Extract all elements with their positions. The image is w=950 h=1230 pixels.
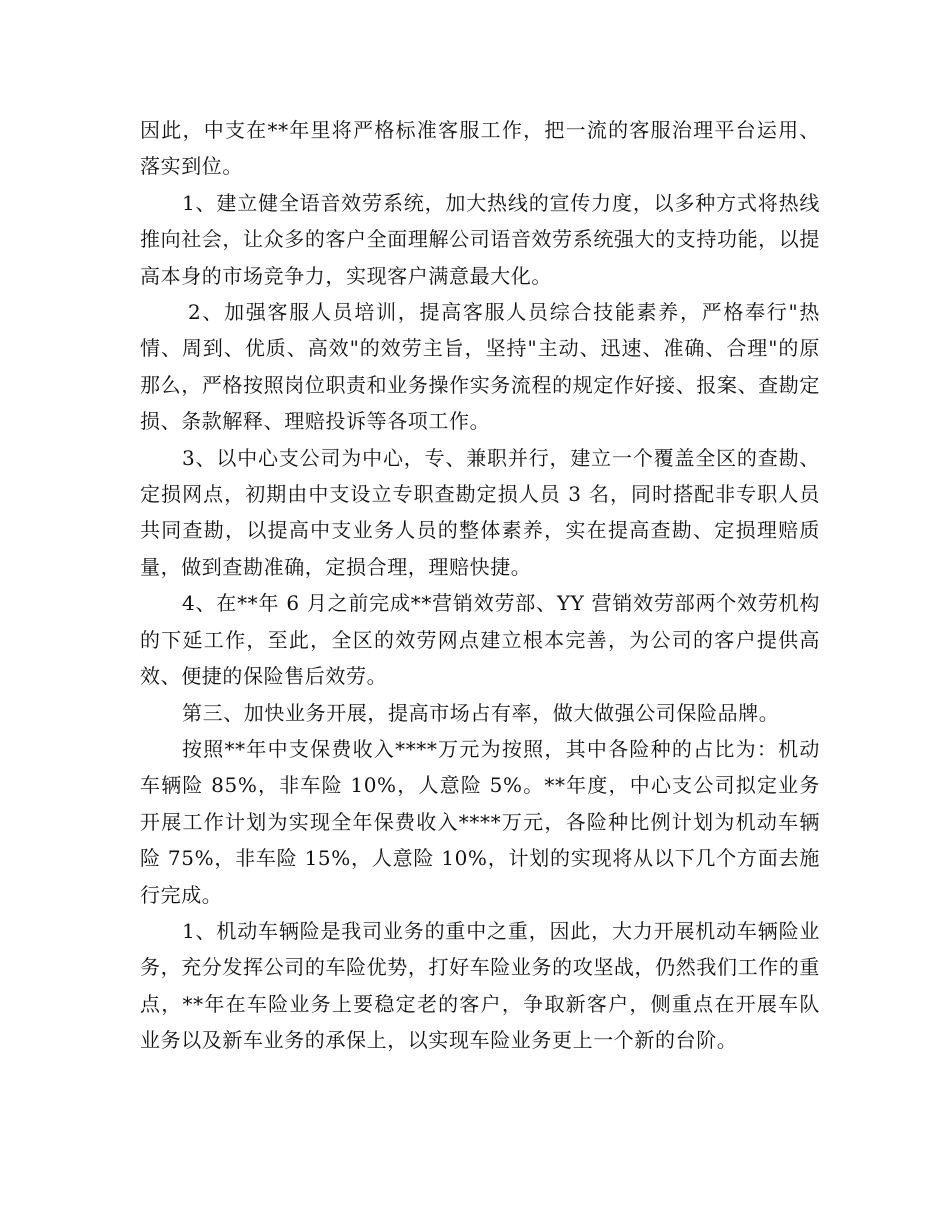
paragraph-item-2-staff-training: 2、加强客服人员培训，提高客服人员综合技能素养，严格奉行"热情、周到、优质、高效"的效劳主旨，坚持"主动、迅速、准确、合理"的原那么，严格按照岗位职责和业务操作实务流程的规定作好接、报案、查勘定损、条款解释、理赔投诉等各项工作。 (140, 300, 820, 434)
document-body (140, 112, 820, 1059)
paragraph-premium-plan: 按照**年中支保费收入****万元为按照，其中各险种的占比为：机动车辆险 85%，非车险 10%，人意险 5%。**年度，中心支公司拟定业务开展工作计划为实现全年保费收入****万元，各险种比例计划为机动车辆险 75%，非车险 15%，人意险 10%，计划的实现将从以下几个方面去施行完成。 (140, 736, 820, 907)
paragraph-item-1-voice-service: 1、建立健全语音效劳系统，加大热线的宣传力度，以多种方式将热线推向社会，让众多的客户全面理解公司语音效劳系统强大的支持功能，以提高本身的市场竞争力，实现客户满意最大化。 (140, 190, 820, 288)
paragraph-item-4-service-outlets: 4、在**年 6 月之前完成**营销效劳部、YY 营销效劳部两个效劳机构的下延工作，至此，全区的效劳网点建立根本完善，为公司的客户提供高效、便捷的保险售后效劳。 (140, 591, 820, 689)
paragraph-motor-insurance: 1、机动车辆险是我司业务的重中之重，因此，大力开展机动车辆险业务，充分发挥公司的车险优势，打好车险业务的攻坚战，仍然我们工作的重点，**年在车险业务上要稳定老的客户，争取新客户，侧重点在开展车队业务以及新车业务的承保上，以实现车险业务更上一个新的台阶。 (140, 918, 820, 1053)
paragraph-item-3-survey-network: 3、以中心支公司为中心，专、兼职并行，建立一个覆盖全区的查勘、定损网点，初期由中支设立专职查勘定损人员 3 名，同时搭配非专职人员共同查勘，以提高中支业务人员的整体素养，实在提高查勘、定损理赔质量，做到查勘准确，定损合理，理赔快捷。 (140, 445, 820, 579)
paragraph-section-three-heading: 第三、加快业务开展，提高市场占有率，做大做强公司保险品牌。 (182, 700, 780, 725)
paragraph-intro: 因此，中支在**年里将严格标准客服工作，把一流的客服治理平台运用、落实到位。 (140, 118, 820, 179)
